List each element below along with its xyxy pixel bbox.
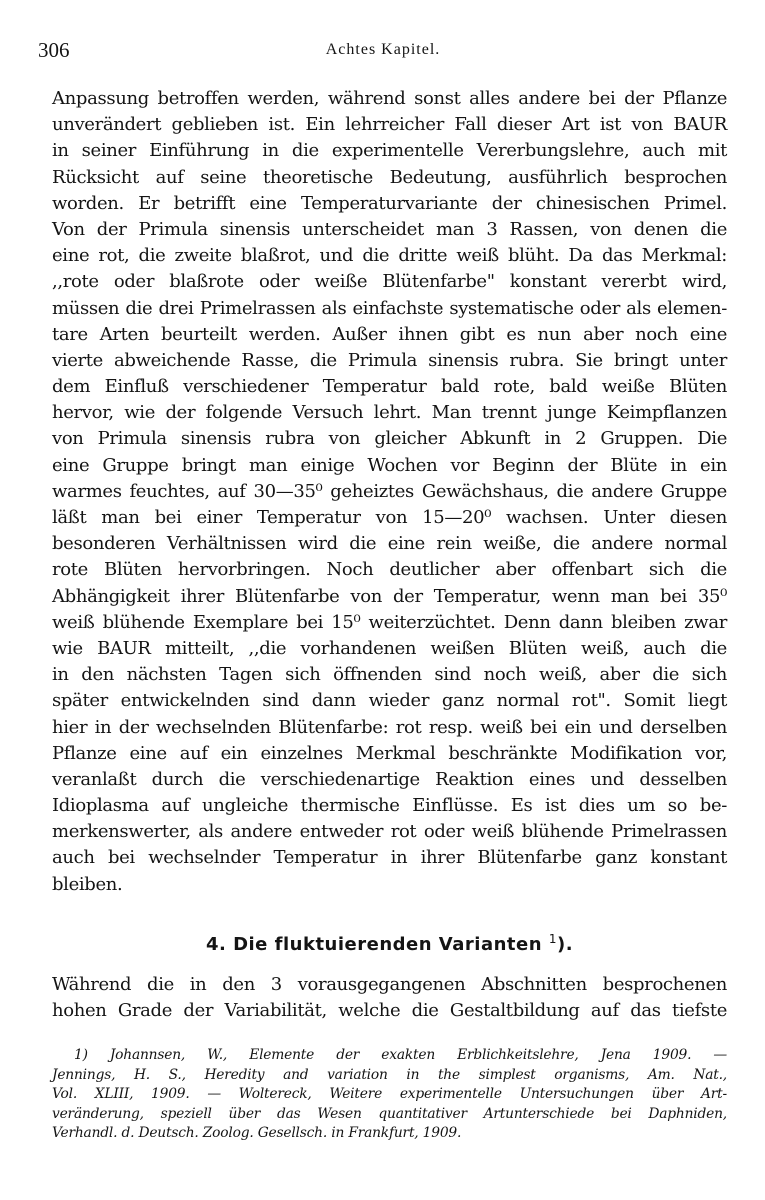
text-line: Während die in den 3 vorausgegangenen Abschnitten besprochenen — [52, 974, 727, 995]
text-line: ,,rote oder blaßrote oder weiße Blütenfarbe" konstant vererbt wird, — [52, 271, 727, 293]
page-number: 306 — [38, 38, 70, 62]
text-line: müssen die drei Primelrassen als einfachste systematische oder als elemen- — [52, 297, 727, 319]
section-text — [52, 972, 727, 1024]
footnote-line: veränderung, speziell über das Wesen quantitativer Artunterschiede bei Daphniden, — [52, 1105, 727, 1122]
footnote-line: Verhandl. d. Deutsch. Zoolog. Gesellsch. in Frankfurt, 1909. — [52, 1125, 462, 1141]
text-line: warmes feuchtes, auf 30—35⁰ geheiztes Gewächshaus, die andere Gruppe — [52, 480, 727, 502]
text-line: in den nächsten Tagen sich öffnenden sind noch weiß, aber die sich — [52, 664, 727, 686]
section-heading-text: 4. Die fluktuierenden Varianten — [205, 934, 543, 955]
text-line: in seiner Einführung in die experimentelle Vererbungslehre, auch mit — [52, 140, 727, 162]
text-line: hier in der wechselnden Blütenfarbe: rot resp. weiß bei ein und derselben — [52, 716, 727, 738]
text-line: Rücksicht auf seine theoretische Bedeutung, ausführlich besprochen — [52, 166, 727, 188]
text-line: auch bei wechselnder Temperatur in ihrer Blütenfarbe ganz konstant — [52, 847, 727, 869]
text-line: merkenswerter, als andere entweder rot oder weiß blühende Primelrassen — [52, 821, 727, 843]
text-line: besonderen Verhältnissen wird die eine rein weiße, die andere normal — [52, 533, 727, 555]
text-line: später entwickelnden sind dann wieder ganz normal rot". Somit liegt — [52, 690, 727, 712]
footnote-marker-paren: ). — [556, 934, 574, 955]
page-header — [38, 38, 728, 66]
text-line: Anpassung betroffen werden, während sonst alles andere bei der Pflanze — [52, 88, 727, 109]
footnotes — [52, 1046, 727, 1144]
text-line: läßt man bei einer Temperatur von 15—20⁰ wachsen. Unter diesen — [52, 507, 727, 528]
footnote-line: Vol. XLIII, 1909. — Woltereck, Weitere experimentelle Untersuchungen über Art- — [52, 1086, 727, 1102]
text-line: Idioplasma auf ungleiche thermische Einflüsse. Es ist dies um so be- — [52, 795, 727, 817]
text-line: eine Gruppe bringt man einige Wochen vor Beginn der Blüte in ein — [52, 454, 727, 476]
text-line: rote Blüten hervorbringen. Noch deutlicher aber offenbart sich die — [52, 559, 727, 581]
running-head: Achtes Kapitel. — [325, 41, 441, 58]
text-line: worden. Er betrifft eine Temperaturvariante der chinesischen Primel. — [52, 192, 727, 214]
text-line: hohen Grade der Variabilität, welche die Gestaltbildung auf das tiefste — [52, 1000, 727, 1022]
text-line: Von der Primula sinensis unterscheidet man 3 Rassen, von denen die — [52, 218, 727, 240]
text-line: unverändert geblieben ist. Ein lehrreicher Fall dieser Art ist von BAUR — [52, 114, 727, 136]
footnote-line: Jennings, H. S., Heredity and variation in the simplest organisms, Am. Nat., — [52, 1066, 727, 1083]
footnote-line: 1) Johannsen, W., Elemente der exakten Erblichkeitslehre, Jena 1909. — — [74, 1047, 727, 1063]
text-line: bleiben. — [52, 873, 123, 895]
text-line: eine rot, die zweite blaßrot, und die dritte weiß blüht. Da das Merkmal: — [52, 245, 727, 267]
text-line: von Primula sinensis rubra von gleicher Abkunft in 2 Gruppen. Die — [52, 428, 727, 450]
footnote-marker: 1 — [548, 932, 557, 946]
text-line: wie BAUR mitteilt, ,,die vorhandenen weißen Blüten weiß, auch die — [52, 637, 727, 659]
text-line: Abhängigkeit ihrer Blütenfarbe von der Temperatur, wenn man bei 35⁰ — [52, 585, 727, 607]
text-line: Pflanze eine auf ein einzelnes Merkmal beschränkte Modifikation vor, — [52, 742, 727, 764]
text-line: tare Arten beurteilt werden. Außer ihnen gibt es nun aber noch eine — [52, 323, 727, 345]
text-line: veranlaßt durch die verschiedenartige Reaktion eines und desselben — [52, 768, 727, 790]
text-line: weiß blühende Exemplare bei 15⁰ weiterzüchtet. Denn dann bleiben zwar — [52, 611, 727, 633]
section-heading — [52, 932, 727, 955]
text-line: vierte abweichende Rasse, die Primula sinensis rubra. Sie bringt unter — [52, 349, 727, 371]
text-line: dem Einfluß verschiedener Temperatur bald rote, bald weiße Blüten — [52, 376, 727, 398]
text-line: hervor, wie der folgende Versuch lehrt. Man trennt junge Keimpflanzen — [52, 402, 727, 424]
body-text — [52, 86, 727, 898]
